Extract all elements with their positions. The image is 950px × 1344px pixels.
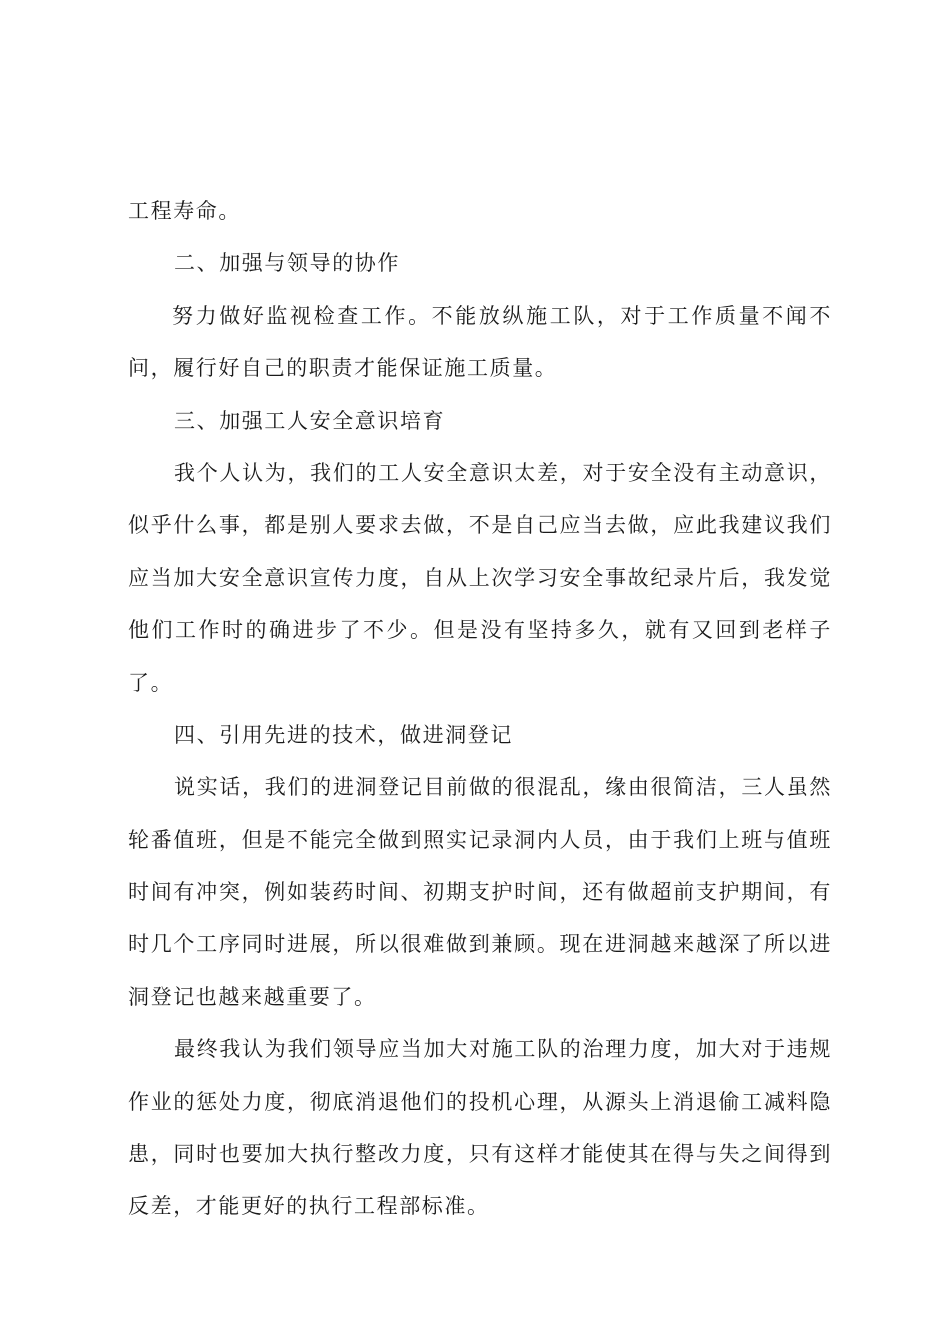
text-line: 患，同时也要加大执行整改力度，只有这样才能使其在得与失之间得到 xyxy=(128,1142,832,1167)
text-line: 作业的惩处力度，彻底消退他们的投机心理，从源头上消退偷工减料隐 xyxy=(128,1089,832,1114)
text-line: 时几个工序同时进展，所以很难做到兼顾。现在进洞越来越深了所以进 xyxy=(128,932,832,957)
text-line: 似乎什么事，都是别人要求去做，不是自己应当去做，应此我建议我们 xyxy=(128,513,832,538)
text-line: 他们工作时的确进步了不少。但是没有坚持多久，就有又回到老样子 xyxy=(128,618,832,643)
text-line: 轮番值班，但是不能完全做到照实记录洞内人员，由于我们上班与值班 xyxy=(128,827,832,852)
text-line: 最终我认为我们领导应当加大对施工队的治理力度，加大对于违规 xyxy=(174,1037,832,1062)
text-line: 反差，才能更好的执行工程部标准。 xyxy=(128,1194,490,1219)
text-line: 我个人认为，我们的工人安全意识太差，对于安全没有主动意识， xyxy=(174,460,832,485)
text-line: 时间有冲突，例如装药时间、初期支护时间，还有做超前支护期间，有 xyxy=(128,880,832,905)
section-heading-4: 四、引用先进的技术，做进洞登记 xyxy=(174,722,513,747)
text-line: 说实话，我们的进洞登记目前做的很混乱，缘由很简洁，三人虽然 xyxy=(174,775,832,800)
section-heading-3: 三、加强工人安全意识培育 xyxy=(174,408,446,433)
text-line: 洞登记也越来越重要了。 xyxy=(128,984,377,1009)
text-line: 问，履行好自己的职责才能保证施工质量。 xyxy=(128,356,558,381)
text-line: 应当加大安全意识宣传力度，自从上次学习安全事故纪录片后，我发觉 xyxy=(128,565,832,590)
text-line: 努力做好监视检查工作。不能放纵施工队，对于工作质量不闻不 xyxy=(172,303,832,328)
section-heading-2: 二、加强与领导的协作 xyxy=(174,251,400,276)
text-line: 了。 xyxy=(128,670,174,695)
document-body xyxy=(128,185,832,1233)
text-line: 工程寿命。 xyxy=(128,199,241,223)
